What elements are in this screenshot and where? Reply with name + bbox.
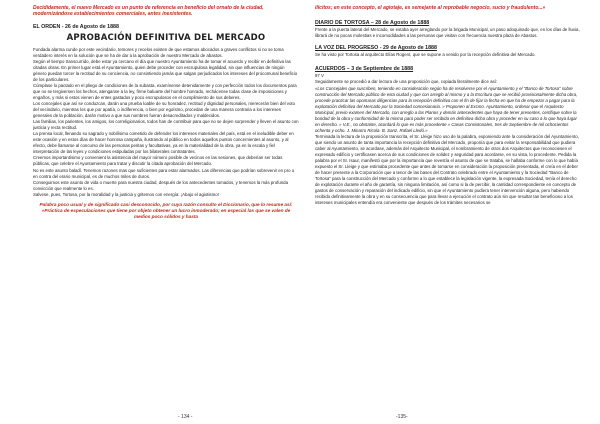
- page-number-right: -135-: [396, 414, 408, 420]
- right-page: [315, 5, 581, 206]
- left-page: [33, 5, 299, 220]
- paragraph: Conseguimos este asunto de vida o muerte para nuestra ciudad, después de los antecedentes tomados, y tenemos la más profunda convicción que realmente lo es.: [33, 179, 288, 191]
- paragraph: Cúmplase lo pactado en el pliego de condiciones de la subasta, examínense detenidamente y con perfección todos los documentos para que no se tergiversen los hechos, atenganse a la ley, firme baluarte del hombre honrado, rechácense todas clase de imposiciones y engaños, y más si estos vienen de entes gastados y poco escrupulosos en el cumplimiento de sus deberes.: [33, 82, 297, 100]
- folio-number: 97 V: [315, 73, 324, 79]
- paragraph: Se ha visto por Tortosa al arquitecto Elías Rogent, que se supone a venido por la recepción definitiva del Mercado.: [315, 52, 536, 58]
- el-orden-heading: EL ORDEN - 26 de Agosto de 1888: [33, 23, 119, 30]
- intro-red-text: Decididamente, el nuevo Mercado es un punto de referencia en beneficio del ornato de la ciudad, modernizándose establecimientos comerciales, antes inexistentes.: [33, 5, 264, 18]
- page-number-left: - 134 -: [178, 414, 193, 420]
- paragraph: La prensa local, llenando su sagrado y nobilísimo cometido de defender los intereses materiales del país, está en el ineludible deber en este ocasión y en estos días de hacer honrosa campaña, ilustrando al público en todos aquellos puntos concernientes al asunto, y al efecto, debe llamarse al concurso de las personas peritas y facultativas, ya en la materialidad de la obra, ya en la escala y fiel interpretación de las leyes y condiciones estipuladas por los bilaterales contratantes.: [33, 131, 294, 155]
- paragraph: Salvese, pues, Tortosa, por la moralidad y la justicia y gritemos con energía: ¡Abajo el agiotismo!: [33, 191, 219, 197]
- paragraph: Fundada alarma cunde por este vecindario, temores y recelos existen de que estamos abocados a graves conflictos si no se toma verdadero interés en la solución que se ha de dar a la aprobación de nuestro Mercado de abastos.: [33, 46, 284, 58]
- page-title: APROBACIÓN DEFINITIVA DEL MERCADO: [66, 32, 266, 43]
- closing-red-text: Palabra poco usual y de significado casi desconocido, por cuya razón consulto el Diccionario, que lo resume así:: [39, 201, 293, 207]
- paragraph: Las familias, los parientes, los amigos, los correligionarios, todos han de contribuir para que no se dejen sorprender y lleven el asunto con justicia y recta rectitud.: [33, 119, 299, 131]
- intro-red-text: ilícitos; en este concepto, el agiotaje, es semejante al reprobable negocio, sucio y fraudulento...»: [315, 5, 546, 11]
- closing-red-quote: «Práctica de especulaciones que tiene por objeto obtener un lucro inmoderado; en especial las que se valen de medios poco sólidos y hasta: [41, 207, 291, 219]
- paragraph: Terminada la lectura de la proposición transcrita, el Sr. Lleige hizo uso de la palabra, exponiendo ante la consideración del Ayuntamiento, que siendo un asunto de tanta importancia la recepción definitiva del Mercado, proponía que para evitar la responsabilidad que pudiera caber al Ayuntamiento, se acordase, además del Arquitecto Municipal, el nombramiento de otros dos Arquitectos que reconociesen el expresado edificio y certificasen acerca de sus condiciones de solidez y seguridad para acordarse, en su vista, lo procedente. Pedida la palabra por el Sr. Isaur, manifestó que por la importancia que revestía el asunto de que se trataba, se hallaba conforme con lo que había expuesto el Sr. Lleige y que estimaba procedente que antes de tomarse en consideración la proposición presentada, el creía en el deber de hacer presente a la Corporación que a tenor de las bases del Contrato celebrado entre el Ayuntamiento y la Sociedad "Banco de Tortosa" para la construcción del Mercado y conforme a lo que establece la legislación vigente, la expresada Sociedad, tenía el derecho de explotación durante el año de garantía, sin ninguna limitación, así como si la de percibir, la cantidad correspondiente en concepto de gastos de conservación y reparación del indicado edificio, sin que el Ayuntamiento pudiera tener intervención alguna, pero habiendo recibido definitivamente la obra y en su consecuencia que para llevar a ejecución el contrato aún sin que resultar tan beneficioso a los intereses municipales entendía era conveniente que después de los trámites necesarios se: [315, 133, 579, 206]
- paragraph: No es este asunto baladí. Tenemos razones mas que suficientes para estar alarmados. Las diferencias que podrían sobrevenir en pro o en contra del erario municipal, es de muchos miles de duros.: [33, 167, 295, 179]
- acuerdos-heading: ACUERDOS – 3 de Septiembre de 1888: [315, 66, 414, 73]
- paragraph: Creemos importantísimo y convenient la asistencia del mayor número posible de vecinos en las sesiones, que deberían ser todas públicas, que celebre el Ayuntamiento para tratar y discutir la citada aprobación del Mercado.: [33, 155, 283, 167]
- quoted-proposal: «Los Concejales que suscriben, teniendo en consideración según ha de resolverse por el Ayuntamiento y el "Banco de Tortosa" sobre construcción del Mercado público de esta ciudad y que con arreglo al mismo y a la Escritura que se recibió provisionalmente dicha obra, procede practicar las oportunas diligencias para la recepción definitiva con el fin de fijar la fecha en que ha de empezar a pagar para la explotación definitiva del Mercado por la Sociedad concesionaria. » Proponen al Excmo. Ayuntamiento, ordenar que el Arquitecto Municipal, previo examen del Mercado, con arreglo a las Planos y demás antecedentes que haya de tener presentes, certifique sobre la bondad de la obra y conformidad de la misma para poder ser recibida en definitiva dicha obra y proceder en su caso a lo que haya lugar en derecho. » V.E., no obstante, acordará lo que es más procedente » Casas Consistoriales, tres de Septiembre de mil ochocientos ochenta y ocho. J. Minarro Ricola. B. Sanz. Rafael Lledó.»: [315, 85, 578, 133]
- paragraph: Según el tiempo transcurrido, debe estar ya cercano el día que nuestro Ayuntamiento ha de tomar el acuerdo y recibir en definitiva las citadas obras. En primer lugar está el Ayuntamiento, quien debe proceder con escrupulosa legalidad, sin que influencias de ningún género puedan torcer la rectitud de su conciencia, no consintiendo jamás que salgan perjudicados los intereses del procomunal beneficio de los particulares.: [33, 58, 298, 82]
- paragraph: Seguidamente se procedió a dar lectura de una proposición que, copiada literalmente dice así:: [315, 79, 498, 85]
- paragraph: Los concejales que así se conduzcan, darán una prueba loable de su honradez, rectitud y dignidad personales, merecerán bien del voto del vecindario, mientras los que por apatía, o indiferencia, o bien por egoísmo, procedan de una manera contraria a los intereses generales de la población, darán motivo a que sus nombres fueran desacreditados y maldecidos.: [33, 101, 296, 119]
- la-voz-heading: LA VOZ DEL PROGRESO - 29 de Agosto de 1888: [315, 45, 437, 52]
- diario-heading: DIARIO DE TORTOSA – 28 de Agosto de 1888: [315, 20, 430, 27]
- paragraph: Frente a la puerta lateral del Mercado, se estaba ayer arreglando por la brigada Municipal, un paso adoquinado que, en los días de lluvia, librará de no pocas molestias e incomodidades a las personas que visitan con frecuencia nuestra plaza de Abastos.: [315, 27, 580, 39]
